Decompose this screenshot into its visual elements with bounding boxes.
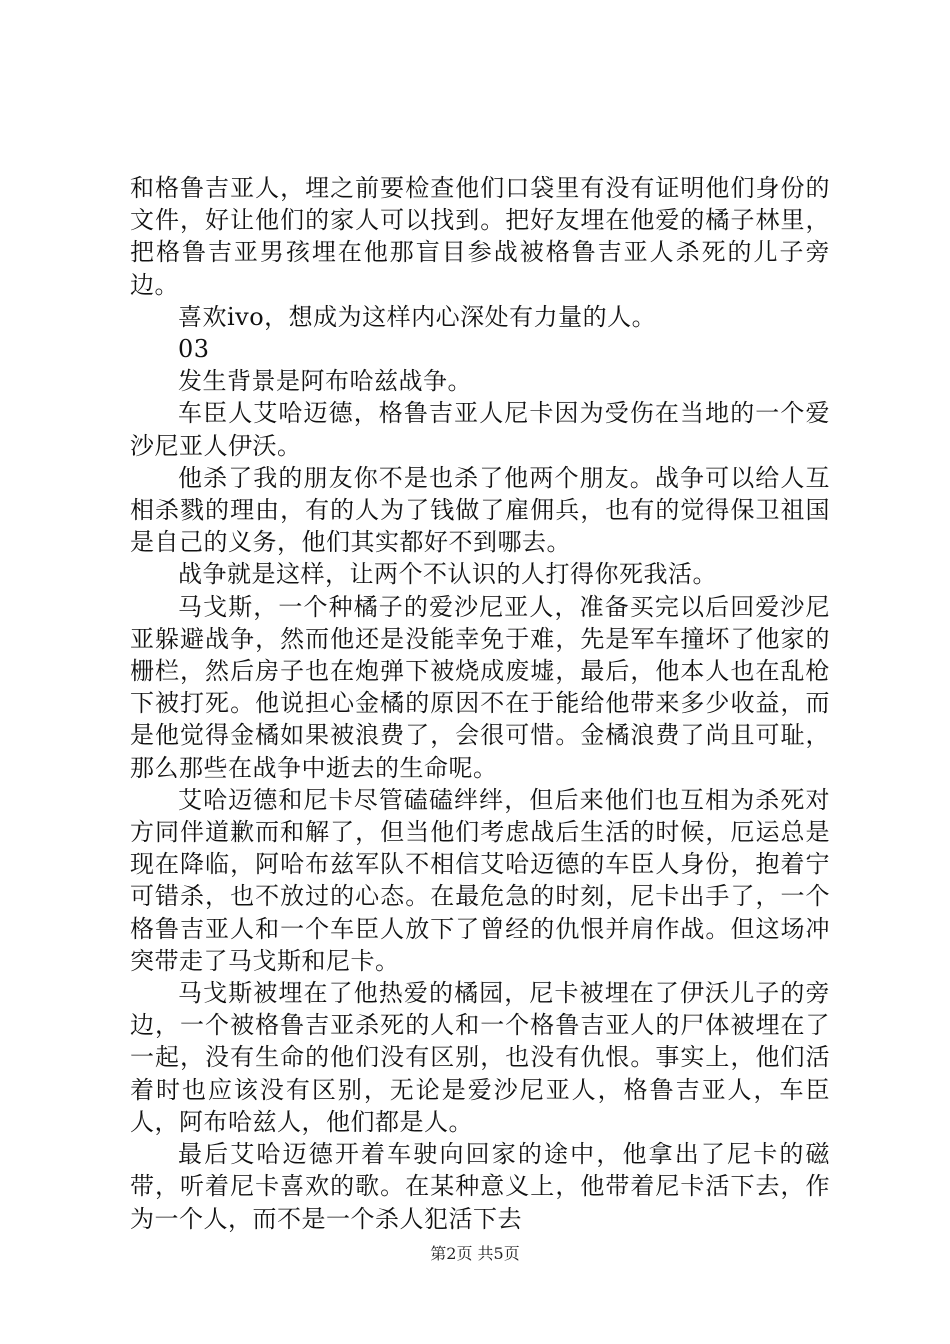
article-body: [130, 172, 830, 1235]
paragraph-2: 喜欢ivo，想成为这样内心深处有力量的人。: [178, 302, 657, 331]
paragraph-5: 车臣人艾哈迈德，格鲁吉亚人尼卡因为受伤在当地的一个爱沙尼亚人伊沃。: [130, 399, 830, 460]
paragraph-8: 马戈斯，一个种橘子的爱沙尼亚人，准备买完以后回爱沙尼亚躲避战争，然而他还是没能幸免于难，先是军车撞坏了他家的栅栏，然后房子也在炮弹下被烧成废墟，最后，他本人也在乱枪下被打死。他说担心金橘的原因不在于能给他带来多少收益，而是他觉得金橘如果被浪费了，会很可惜。金橘浪费了尚且可耻，那么那些在战争中逝去的生命呢。: [130, 592, 830, 782]
paragraph-11: 最后艾哈迈德开着车驶向回家的途中，他拿出了尼卡的磁带，听着尼卡喜欢的歌。在某种意义上，他带着尼卡活下去，作为一个人，而不是一个杀人犯活下去: [130, 1140, 830, 1233]
paragraph-7: 战争就是这样，让两个不认识的人打得你死我活。: [178, 560, 717, 589]
page-footer: [0, 1244, 950, 1264]
paragraph-4: 发生背景是阿布哈兹战争。: [178, 367, 472, 396]
paragraph-1: 和格鲁吉亚人，埋之前要检查他们口袋里有没有证明他们身份的文件，好让他们的家人可以找到。把好友埋在他爱的橘子林里，把格鲁吉亚男孩埋在他那盲目参战被格鲁吉亚人杀死的儿子旁边。: [130, 174, 830, 299]
paragraph-9: 艾哈迈德和尼卡尽管磕磕绊绊，但后来他们也互相为杀死对方同伴道歉而和解了，但当他们考虑战后生活的时候，厄运总是现在降临，阿哈布兹军队不相信艾哈迈德的车臣人身份，抱着宁可错杀，也不放过的心态。在最危急的时刻，尼卡出手了，一个格鲁吉亚人和一个车臣人放下了曾经的仇恨并肩作战。但这场冲突带走了马戈斯和尼卡。: [130, 785, 830, 975]
section-number: 03: [178, 335, 210, 364]
page-number-label: 第2页 共5页: [430, 1244, 520, 1263]
paragraph-6: 他杀了我的朋友你不是也杀了他两个朋友。战争可以给人互相杀戮的理由，有的人为了钱做了雇佣兵，也有的觉得保卫祖国是自己的义务，他们其实都好不到哪去。: [130, 463, 830, 557]
paragraph-10: 马戈斯被埋在了他热爱的橘园，尼卡被埋在了伊沃儿子的旁边，一个被格鲁吉亚杀死的人和一个格鲁吉亚人的尸体被埋在了一起，没有生命的他们没有区别，也没有仇恨。事实上，他们活着时也应该没有区别，无论是爱沙尼亚人，格鲁吉亚人，车臣人，阿布哈兹人，他们都是人。: [130, 979, 830, 1136]
